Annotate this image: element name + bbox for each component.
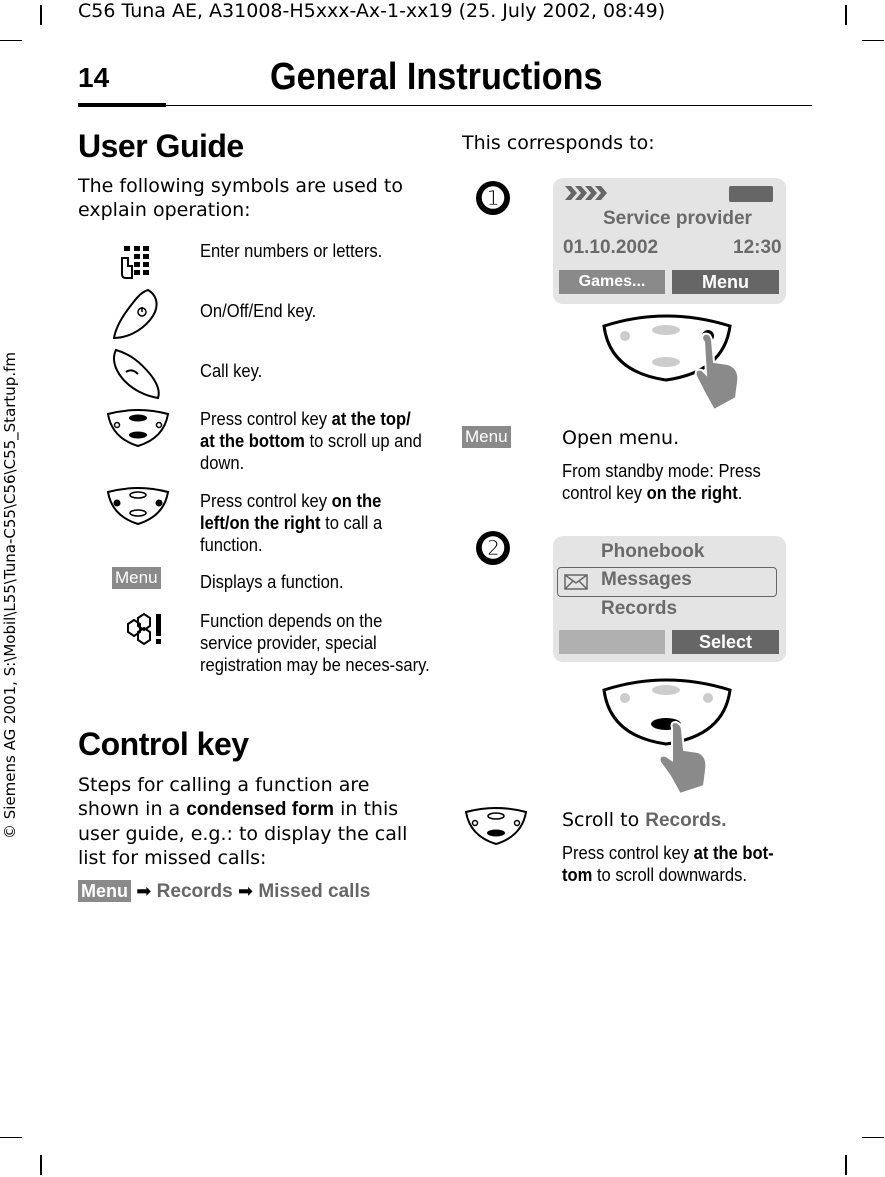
symbol-text-control-updown: Press control key at the top/ at the bottom to scroll up and down. bbox=[200, 409, 422, 473]
copyright-margin-text: © Siemens AG 2001, S:\Mobil\L55\Tuna-C55\C56\C55_Startup.fm bbox=[1, 352, 19, 839]
provider-function-icon bbox=[118, 610, 168, 655]
crop-mark bbox=[0, 40, 22, 41]
control-key-press-right-icon bbox=[600, 312, 745, 412]
menu-softkey-icon: Menu bbox=[462, 426, 511, 448]
provider-name: Service provider bbox=[603, 208, 752, 229]
softkey-menu[interactable]: Menu bbox=[672, 270, 779, 294]
standby-time: 12:30 bbox=[733, 237, 782, 258]
crop-mark bbox=[0, 1137, 22, 1138]
control-key-updown-icon bbox=[104, 408, 172, 453]
call-key-icon bbox=[110, 346, 162, 407]
step-2-description: Press control key at the bot-tom to scroll downwards. bbox=[562, 843, 774, 885]
crop-mark bbox=[40, 1155, 42, 1175]
step-1-action: Open menu. bbox=[562, 427, 680, 449]
crop-mark bbox=[40, 5, 42, 25]
user-guide-heading: User Guide bbox=[78, 128, 244, 164]
symbol-text-end-key: On/Off/End key. bbox=[200, 301, 317, 321]
keypad-icon bbox=[116, 244, 156, 285]
arrow-icon: ➡ bbox=[237, 881, 254, 901]
envelope-icon bbox=[564, 574, 588, 590]
symbol-text-provider: Function depends on the service provider, special registration may be neces-sary. bbox=[200, 611, 430, 675]
menu-softkey-icon: Menu bbox=[112, 567, 161, 589]
control-key-paragraph: Steps for calling a function are shown in a condensed form in this user guide, e.g.: to display the call list for missed calls: bbox=[78, 774, 408, 869]
menu-softkey-label: Menu bbox=[78, 880, 131, 902]
path-step-records: Records bbox=[156, 881, 233, 902]
path-step-missed-calls: Missed calls bbox=[258, 881, 371, 902]
page-title: General Instructions bbox=[270, 56, 603, 98]
crop-mark bbox=[845, 5, 847, 25]
signal-strength-icon bbox=[563, 184, 611, 202]
symbol-text-menu: Displays a function. bbox=[200, 572, 344, 592]
crop-mark bbox=[862, 40, 884, 41]
control-key-heading: Control key bbox=[78, 726, 249, 762]
control-key-leftright-icon bbox=[104, 486, 172, 531]
control-key-press-bottom-icon bbox=[600, 676, 740, 796]
softkey-games[interactable]: Games... bbox=[559, 270, 665, 294]
menu-item-phonebook[interactable]: Phonebook bbox=[601, 541, 705, 562]
print-header: C56 Tuna AE, A31008-H5xxx-Ax-1-xx19 (25. July 2002, 08:49) bbox=[78, 0, 666, 22]
phone-screen-standby bbox=[553, 178, 786, 304]
arrow-icon: ➡ bbox=[136, 881, 152, 901]
example-path bbox=[78, 880, 370, 903]
battery-icon bbox=[729, 186, 773, 202]
symbol-text-control-leftright: Press control key on the left/on the right to call a function. bbox=[200, 491, 383, 555]
softkey-left-empty[interactable] bbox=[559, 630, 665, 654]
softkey-select[interactable]: Select bbox=[672, 630, 779, 654]
header-rule-thick bbox=[78, 103, 166, 107]
crop-mark bbox=[845, 1155, 847, 1175]
step-2-marker: ➋ bbox=[476, 531, 510, 565]
phone-screen-menu bbox=[553, 536, 786, 662]
corresponds-text: This corresponds to: bbox=[462, 132, 655, 154]
end-key-icon bbox=[110, 286, 162, 347]
page-number: 14 bbox=[78, 62, 110, 93]
step-2-action: Scroll to Records. bbox=[562, 809, 727, 831]
menu-item-records[interactable]: Records bbox=[601, 598, 678, 619]
step-1-description: From standby mode: Press control key on the right. bbox=[562, 461, 761, 503]
header-rule bbox=[166, 105, 812, 106]
standby-date: 01.10.2002 bbox=[563, 237, 659, 258]
crop-mark bbox=[862, 1137, 884, 1138]
user-guide-intro: The following symbols are used to explain operation: bbox=[78, 175, 403, 221]
step-1-marker: ➊ bbox=[476, 181, 510, 215]
control-key-scroll-icon bbox=[462, 806, 530, 851]
symbol-text-keypad: Enter numbers or letters. bbox=[200, 241, 383, 261]
symbol-text-call-key: Call key. bbox=[200, 361, 263, 381]
menu-item-messages[interactable]: Messages bbox=[601, 569, 692, 590]
